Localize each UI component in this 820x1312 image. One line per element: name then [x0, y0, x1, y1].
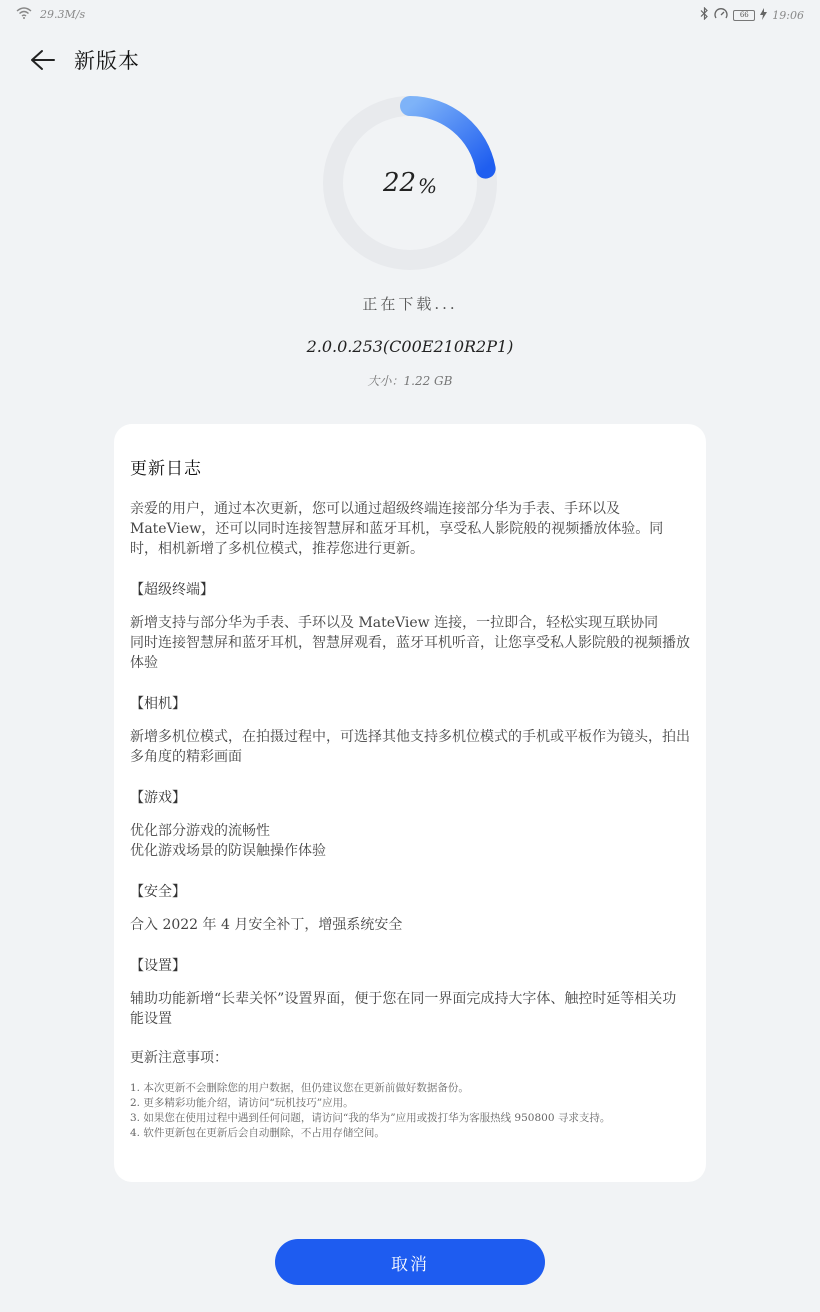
download-status-text: 正在下载... [362, 295, 458, 313]
back-button[interactable] [28, 45, 58, 75]
section-heading: 【设置】 [130, 958, 186, 974]
download-progress-ring [322, 95, 498, 271]
note-line: 3. 如果您在使用过程中遇到任何问题，请访问“我的华为”应用或拨打华为客服热线 950800 寻求支持。 [130, 1112, 611, 1124]
version-number: 2.0.0.253(C00E210R2P1) [306, 337, 514, 356]
changelog-intro: 亲爱的用户，通过本次更新，您可以通过超级终端连接部分华为手表、手环以及 MateView，还可以同时连接智慧屏和蓝牙耳机，享受私人影院般的视频播放体验。同时，相机新增了多机位模式，推荐您进行更新。 [130, 501, 664, 557]
back-arrow-icon [30, 49, 56, 71]
status-bar [0, 0, 820, 30]
notes-title: 更新注意事项： [130, 1050, 228, 1066]
speedometer-icon [714, 8, 728, 23]
section-line: 新增支持与部分华为手表、手环以及 MateView 连接，一拉即合，轻松实现互联协同 [130, 615, 659, 631]
bluetooth-icon [700, 7, 709, 23]
package-size: 大小：1.22 GB [367, 374, 453, 388]
section-line: 同时连接智慧屏和蓝牙耳机，智慧屏观看，蓝牙耳机听音，让您享受私人影院般的视频播放体验 [130, 635, 690, 671]
page-title: 新版本 [74, 49, 140, 73]
note-line: 1. 本次更新不会删除您的用户数据，但仍建议您在更新前做好数据备份。 [130, 1082, 469, 1094]
clock-time: 19:06 [772, 8, 804, 22]
progress-percent-number: 22 [382, 168, 417, 198]
cancel-button[interactable]: 取消 [275, 1239, 545, 1285]
section-heading: 【超级终端】 [130, 582, 214, 598]
section-heading: 【游戏】 [130, 790, 186, 806]
changelog-card[interactable] [114, 424, 706, 1182]
section-line: 优化部分游戏的流畅性 [130, 823, 270, 839]
section-heading: 【安全】 [130, 884, 186, 900]
charging-icon [760, 8, 767, 23]
section-line: 新增多机位模式，在拍摄过程中，可选择其他支持多机位模式的手机或平板作为镜头，拍出多角度的精彩画面 [130, 729, 690, 765]
section-line: 合入 2022 年 4 月安全补丁，增强系统安全 [130, 917, 403, 933]
network-speed: 29.3M/s [40, 8, 86, 21]
section-line: 辅助功能新增“长辈关怀”设置界面，便于您在同一界面完成持大字体、触控时延等相关功能设置 [130, 991, 677, 1027]
section-line: 优化游戏场景的防误触操作体验 [130, 843, 326, 859]
progress-percent-sign: % [418, 174, 438, 198]
note-line: 4. 软件更新包在更新后会自动删除，不占用存储空间。 [130, 1127, 385, 1139]
section-heading: 【相机】 [130, 696, 186, 712]
note-line: 2. 更多精彩功能介绍，请访问“玩机技巧”应用。 [130, 1097, 354, 1109]
wifi-icon [16, 7, 32, 22]
changelog-title: 更新日志 [130, 459, 202, 479]
header [28, 44, 140, 76]
progress-percent [322, 95, 498, 271]
battery-icon: 66 [733, 10, 755, 21]
